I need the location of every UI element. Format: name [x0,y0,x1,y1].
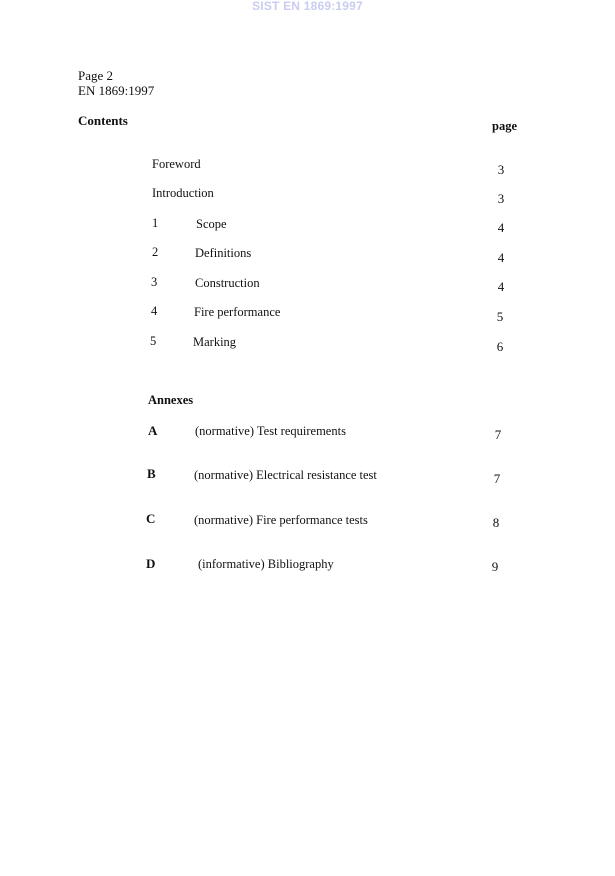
toc-entry-page: 3 [497,162,505,177]
toc-entry-page: 4 [497,250,505,265]
toc-entry-page: 4 [497,279,505,294]
annex-title: (normative) Test requirements [195,424,346,438]
watermark: SIST EN 1869:1997 [252,0,363,13]
annexes-heading: Annexes [148,393,194,407]
annex-title: (normative) Fire performance tests [194,513,368,527]
toc-entry-number: 1 [152,216,159,230]
annex-page: 8 [492,515,500,530]
annex-letter: B [147,466,156,481]
toc-entry-title: Fire performance [194,305,281,319]
toc-entry-page: 6 [496,339,504,354]
toc-entry-title: Definitions [195,246,252,260]
toc-entry-title: Marking [193,335,237,349]
toc-entry-title: Introduction [152,186,214,200]
toc-entry-number: 2 [152,245,159,259]
annex-letter: A [148,423,158,438]
toc-entry-title: Scope [196,217,227,231]
toc-entry-page: 5 [496,309,504,324]
toc-entry-page: 3 [497,191,505,206]
annex-letter: D [146,556,156,571]
standard-id-header: EN 1869:1997 [78,83,155,98]
annex-page: 9 [491,559,499,574]
annex-page: 7 [494,427,502,442]
toc-entry-page: 4 [497,220,505,235]
toc-entry-number: 5 [150,334,157,348]
page-number-header: Page 2 [78,68,114,83]
toc-entry-number: 3 [151,275,158,289]
annex-page: 7 [493,471,501,486]
toc-entry-title: Foreword [152,157,201,171]
toc-entry-title: Construction [195,276,260,290]
annex-letter: C [146,511,156,526]
toc-entry-number: 4 [151,304,158,318]
page-column-heading: page [492,119,517,133]
contents-heading: Contents [78,113,128,128]
annex-title: (normative) Electrical resistance test [194,468,377,482]
annex-title: (informative) Bibliography [198,557,334,571]
